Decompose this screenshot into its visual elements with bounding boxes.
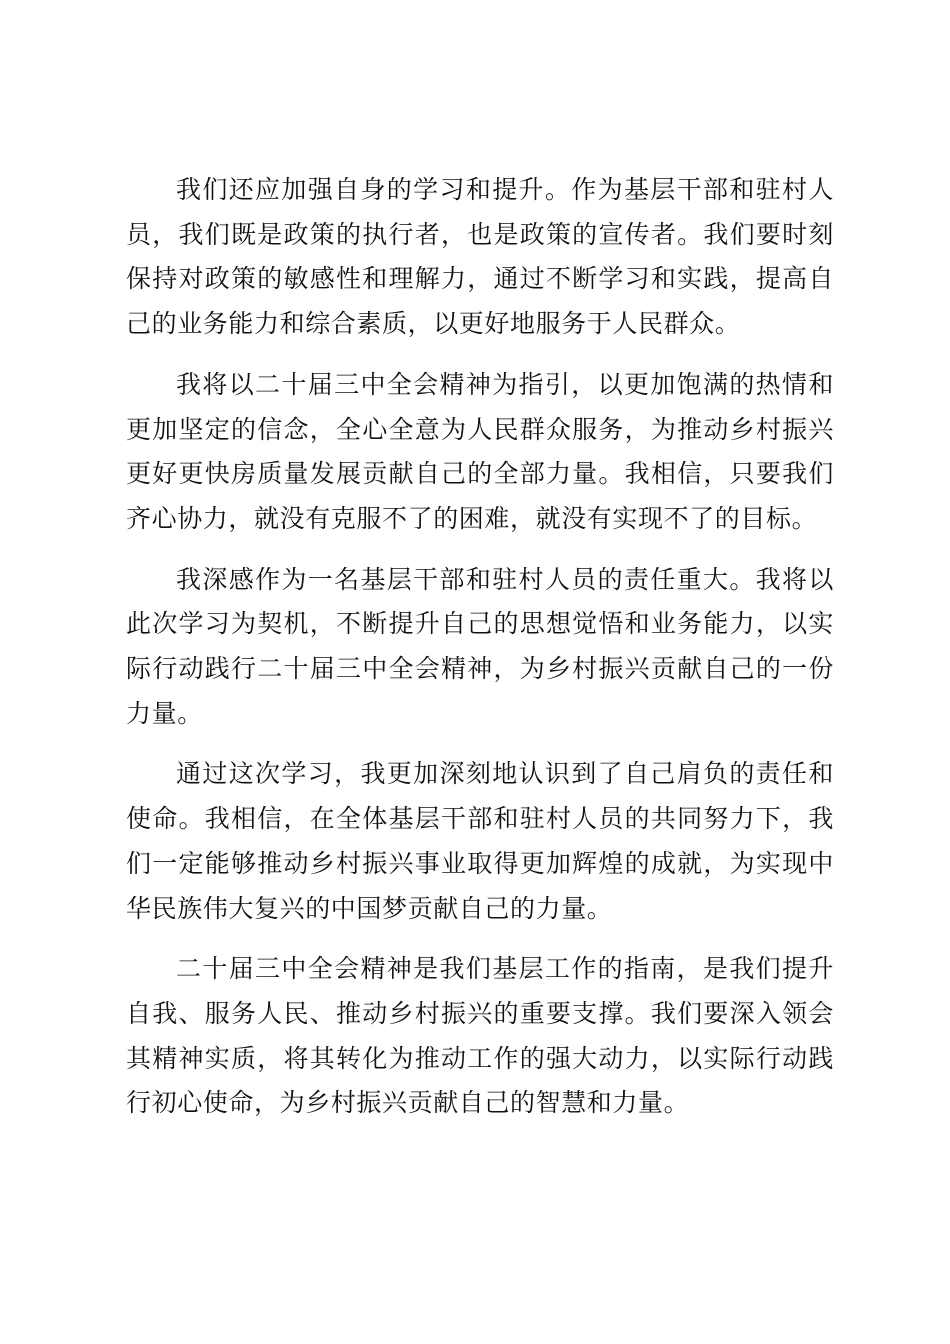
paragraph-responsibility: 我深感作为一名基层干部和驻村人员的责任重大。我将以此次学习为契机，不断提升自己的思想觉悟和业务能力，以实际行动践行二十届三中全会精神，为乡村振兴贡献自己的一份力量。 <box>126 564 834 728</box>
paragraph-study-improvement: 我们还应加强自身的学习和提升。作为基层干部和驻村人员，我们既是政策的执行者，也是政策的宣传者。我们要时刻保持对政策的敏感性和理解力，通过不断学习和实践，提高自己的业务能力和综合素质，以更好地服务于人民群众。 <box>126 175 834 339</box>
paragraph-mission: 通过这次学习，我更加深刻地认识到了自己肩负的责任和使命。我相信，在全体基层干部和驻村人员的共同努力下，我们一定能够推动乡村振兴事业取得更加辉煌的成就，为实现中华民族伟大复兴的中国梦贡献自己的力量。 <box>126 759 834 923</box>
paragraph-conclusion: 二十届三中全会精神是我们基层工作的指南，是我们提升自我、服务人民、推动乡村振兴的重要支撑。我们要深入领会其精神实质，将其转化为推动工作的强大动力，以实际行动践行初心使命，为乡村振兴贡献自己的智慧和力量。 <box>126 954 834 1118</box>
paragraph-guidance-commitment: 我将以二十届三中全会精神为指引，以更加饱满的热情和更加坚定的信念，全心全意为人民群众服务，为推动乡村振兴更好更快房质量发展贡献自己的全部力量。我相信，只要我们齐心协力，就没有克服不了的困难，就没有实现不了的目标。 <box>126 369 834 533</box>
document-body <box>126 168 834 1142</box>
